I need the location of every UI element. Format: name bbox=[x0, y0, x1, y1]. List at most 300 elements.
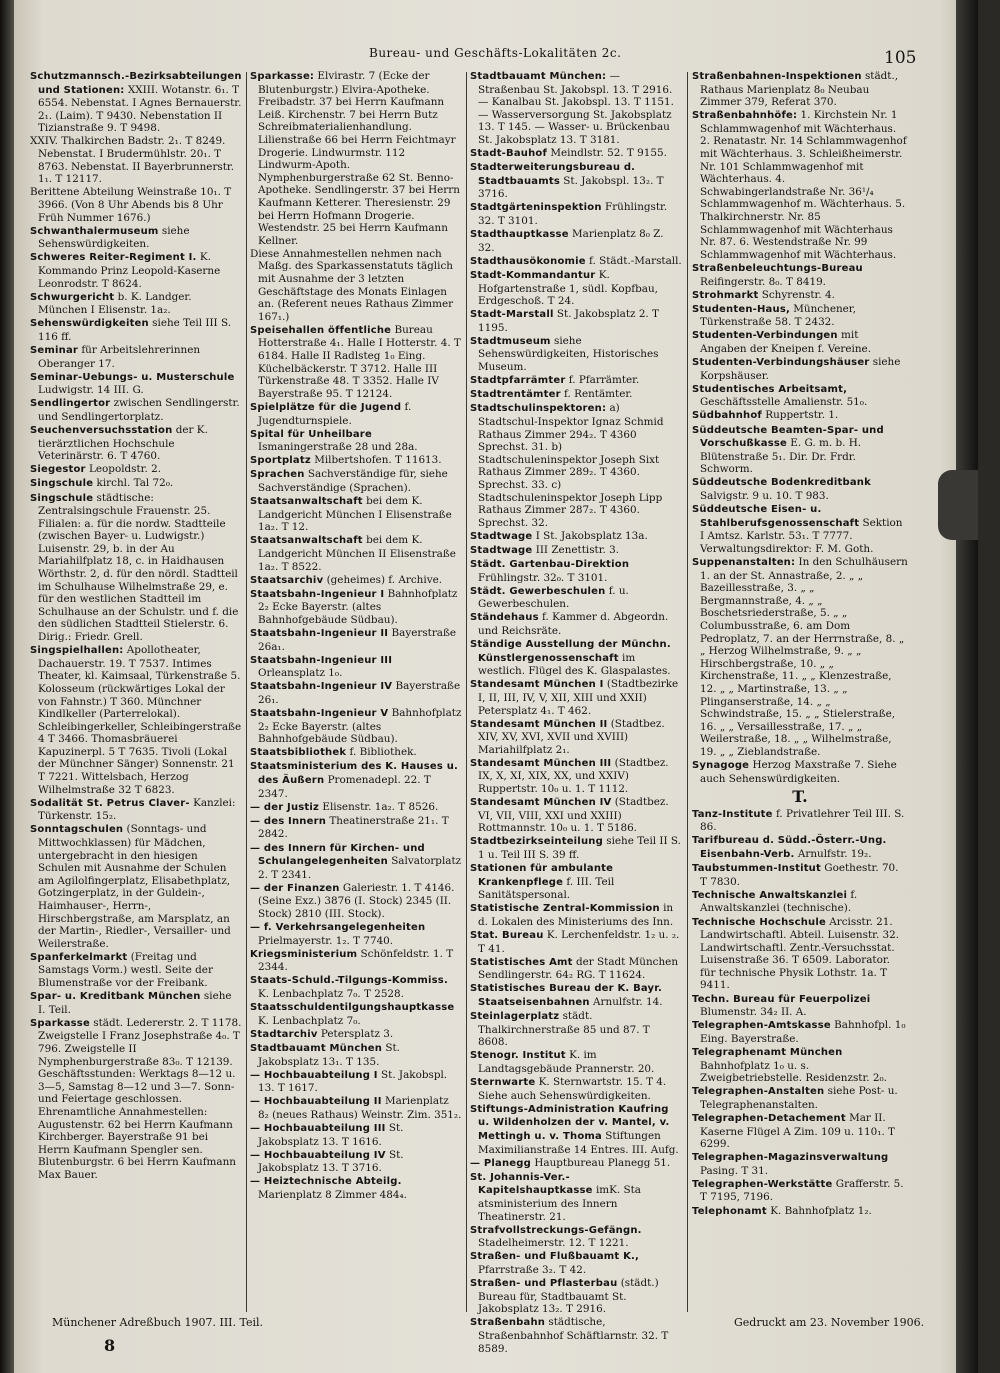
entry-heading: Strohmarkt bbox=[692, 289, 759, 301]
entry-heading: Stadtbauamt München: bbox=[470, 71, 607, 82]
directory-entry bbox=[250, 882, 462, 921]
entry-text: Milbertshofen. T 11613. bbox=[310, 454, 442, 467]
entry-text: Bayerstraße 26a₁. bbox=[258, 627, 457, 653]
directory-entry bbox=[692, 1046, 908, 1085]
directory-entry bbox=[470, 255, 682, 269]
entry-text: Stiftungen Maximilianstraße 14 Entres. III. Aufg. bbox=[478, 1130, 679, 1156]
entry-heading: Schweres Reiter-Regiment I. bbox=[30, 252, 197, 264]
entry-heading: Steinlagerplatz bbox=[470, 1011, 560, 1023]
entry-heading: Singspielhallen: bbox=[30, 645, 124, 657]
directory-entry bbox=[250, 248, 462, 324]
directory-entry bbox=[692, 1085, 908, 1111]
entry-heading: Städt. Gartenbau-Direktion bbox=[470, 558, 630, 570]
entry-heading: Seuchenversuchsstation bbox=[30, 425, 173, 437]
entry-heading: — der Finanzen bbox=[250, 882, 340, 894]
entry-text: f. Jugendturnspiele. bbox=[258, 400, 412, 427]
entry-text: für Arbeitslehrerinnen Oberanger 17. bbox=[38, 343, 201, 370]
entry-text: Theatinerstraße 21₁. T 2842. bbox=[258, 814, 449, 841]
directory-entry bbox=[692, 424, 908, 476]
entry-text: Bahnhofpl. 1₀ Eing. Bayerstraße. bbox=[700, 1019, 906, 1045]
entry-heading: Sehenswürdigkeiten bbox=[30, 318, 149, 330]
entry-heading: Stadtbauamt München bbox=[250, 1042, 383, 1054]
directory-entry bbox=[692, 262, 908, 288]
entry-text: f. u. Gewerbeschulen. bbox=[478, 584, 629, 611]
directory-entry bbox=[470, 929, 682, 955]
entry-heading: Sodalität St. Petrus Claver- bbox=[30, 797, 190, 809]
entry-text: Sachverständige für, siehe Sachverständige (Sprachen). bbox=[258, 468, 448, 494]
directory-entry bbox=[250, 1149, 462, 1175]
entry-text: Marienplatz 8 Zimmer 484₄. bbox=[258, 1188, 407, 1201]
entry-text: Goethestr. 70. T 7830. bbox=[700, 862, 899, 888]
column-3 bbox=[470, 70, 682, 1355]
directory-entry bbox=[470, 147, 682, 161]
entry-heading: Stadtbezirkseinteilung bbox=[470, 836, 603, 848]
directory-entry bbox=[250, 1069, 462, 1095]
directory-entry bbox=[30, 225, 242, 251]
entry-heading: Stadthauptkasse bbox=[470, 229, 569, 241]
entry-heading: Spielplätze für die Jugend bbox=[250, 401, 402, 413]
entry-text: Arcisstr. 21. Landwirtschaftl. Abteil. Luisenstr. 32. Landwirtschaftl. Zentr.-Versuchsstat. Luisenstraße 36. T 6509. Laborator. für technische Physik Lothstr. 1a. T 9411. bbox=[700, 915, 900, 992]
directory-entry bbox=[692, 383, 908, 409]
document-page bbox=[14, 0, 978, 1373]
column-rule bbox=[687, 72, 688, 1312]
entry-text: städtische, Straßenbahnhof Schäftlarnstr. 32. T 8589. bbox=[478, 1316, 669, 1355]
directory-entry bbox=[250, 1095, 462, 1121]
entry-text: Hauptbureau Planegg 51. bbox=[531, 1156, 671, 1169]
entry-heading: Stadt-Kommandantur bbox=[470, 269, 596, 281]
entry-text: K. im Landtagsgebäude Prannerstr. 20. bbox=[478, 1049, 655, 1076]
entry-heading: Süddeutsche Beamten-Spar- und Vorschußkasse bbox=[692, 424, 884, 450]
directory-entry bbox=[30, 251, 242, 290]
entry-heading: Telegraphen-Magazinsverwaltung bbox=[692, 1152, 889, 1164]
entry-text: St. Jakobsplatz 13. T 1616. bbox=[258, 1122, 404, 1148]
entry-text: Galeriestr. 1. T 4146. (Seine Exz.) 3876 (I. Stock) 2345 (II. Stock) 2810 (III. Stock). bbox=[258, 881, 455, 920]
entry-heading: — des Innern bbox=[250, 815, 327, 827]
directory-entry bbox=[692, 993, 908, 1019]
entry-text: Berittene Abteilung Weinstraße 10₁. T 3966. (Von 8 Uhr Abends bis 8 Uhr Früh Nummer 1676.) bbox=[30, 186, 232, 224]
entry-text: (Stadtbezirke I, II, III, IV, V, XII, XIII und XXII) Petersplatz 4₁. T 462. bbox=[478, 678, 679, 717]
entry-text: Bahnhofplatz 2₂ Ecke Bayerstr. (altes Bahnhofgebäude Südbau). bbox=[258, 707, 462, 746]
entry-text: städt. Ledererstr. 2. T 1178. Zweigstelle I Franz Josephstraße 4₀. T 796. Zweigstelle II Nymphenburgerstraße 83₀. T 12139. Geschäftsstunden: Werktags 8—12 u. 3—5, Samstag 8—12 und 3—7. Sonn- und Feiertage geschlossen. Ehrenamtliche Annahmestellen: Augustenstr. 62 bei Herrn Kaufmann Kirchberger. Bayerstraße 91 bei Herrn Kaufmann Spengler sen. Blutenburgstr. 6 bei Herrn Kaufmann Max Bauer. bbox=[38, 1016, 242, 1181]
directory-entry bbox=[470, 1157, 682, 1171]
directory-entry bbox=[470, 862, 682, 902]
entry-text: (Freitag und Samstags Vorm.) westl. Seite der Blumenstraße vor der Freibank. bbox=[38, 950, 213, 990]
directory-entry bbox=[692, 1151, 908, 1177]
entry-heading: Stiftungs-Administration Kaufring u. Wildenholzen der v. Mantel, v. Mettingh u. v. Thoma bbox=[470, 1103, 670, 1142]
directory-entry bbox=[30, 644, 242, 796]
entry-heading: Südbahnhof bbox=[692, 410, 762, 422]
footer-left: Münchener Adreßbuch 1907. III. Teil. bbox=[52, 1316, 264, 1329]
entry-text: St. Jakobsplatz 2. T 1195. bbox=[478, 308, 659, 334]
entry-heading: Stat. Bureau bbox=[470, 930, 544, 942]
entry-heading: — des Innern für Kirchen- und Schulangelegenheiten bbox=[250, 842, 425, 868]
entry-heading: Techn. Bureau für Feuerpolizei bbox=[692, 993, 871, 1005]
entry-text: Orleansplatz 1₀. bbox=[258, 667, 343, 680]
entry-heading: Standesamt München III bbox=[470, 757, 612, 769]
entry-heading: Staatsbahn-Ingenieur V bbox=[250, 708, 389, 720]
entry-heading: — Hochbauabteilung III bbox=[250, 1123, 386, 1134]
directory-entry bbox=[470, 1250, 682, 1276]
entry-text: St. Jakobsplatz 13₁. T 135. bbox=[258, 1041, 400, 1068]
entry-text: Meindlstr. 52. T 9155. bbox=[547, 147, 667, 160]
entry-text: (geheimes) f. Archive. bbox=[323, 573, 443, 586]
entry-text: Marienplatz 8₂ (neues Rathaus) Weinstr. Zim. 351₂. bbox=[258, 1095, 462, 1121]
directory-entry bbox=[692, 1178, 908, 1204]
directory-entry bbox=[692, 1019, 908, 1045]
directory-entry bbox=[692, 109, 908, 261]
entry-heading: Stadtrentämter bbox=[470, 389, 561, 401]
entry-heading: Sternwarte bbox=[470, 1077, 536, 1089]
directory-entry bbox=[30, 186, 242, 224]
directory-entry bbox=[470, 374, 682, 388]
entry-text: K. Lenbachplatz 7₀. bbox=[258, 1014, 361, 1027]
running-title: Bureau- und Geschäfts-Lokalitäten 2c. bbox=[369, 46, 622, 60]
entry-heading: Staats-Schuld.-Tilgungs-Kommiss. bbox=[250, 975, 448, 987]
entry-text: Münchener, Türkenstraße 58. T 2432. bbox=[700, 302, 856, 329]
directory-entry bbox=[30, 477, 242, 491]
entry-heading: St. Johannis-Ver.-Kapitelshauptkasse bbox=[470, 1171, 593, 1197]
directory-entry bbox=[250, 401, 462, 427]
directory-entry bbox=[30, 317, 242, 343]
directory-entry bbox=[692, 329, 908, 355]
entry-heading: Staatsbahn-Ingenieur I bbox=[250, 588, 385, 600]
entry-text: Pfarrstraße 3₂. T 42. bbox=[478, 1263, 587, 1276]
entry-text: bei dem K. Landgericht München II Elisenstraße 1a₂. T 8522. bbox=[258, 534, 456, 573]
entry-heading: Kriegsministerium bbox=[250, 948, 358, 960]
directory-entry bbox=[470, 1076, 682, 1102]
directory-entry bbox=[30, 951, 242, 990]
entry-text: siehe Sehenswürdigkeiten. bbox=[38, 224, 190, 251]
entry-text: Leopoldstr. 2. bbox=[85, 463, 162, 476]
entry-heading: Straßen- und Flußbauamt K., bbox=[470, 1251, 640, 1263]
book-spine bbox=[0, 0, 14, 1373]
directory-entry bbox=[250, 760, 462, 800]
entry-text: Stadelheimerstr. 12. T 1221. bbox=[478, 1237, 629, 1250]
entry-text: (Stadtbez. IX, X, XI, XIX, XX, und XXIV) Ruppertstr. 10₀ u. 1. T 1112. bbox=[478, 756, 669, 796]
entry-heading: Schwurgericht bbox=[30, 291, 115, 303]
entry-text: Marienplatz 8₀ Z. 32. bbox=[478, 228, 664, 254]
entry-text: (Stadtbez. VI, VII, VIII, XXI und XXIII) Rottmannstr. 10₀ u. 1. T 5186. bbox=[478, 796, 669, 835]
directory-entry bbox=[30, 344, 242, 370]
footer-signature: 8 bbox=[104, 1336, 116, 1355]
page-edge-shadow bbox=[956, 0, 978, 1373]
directory-entry bbox=[470, 1049, 682, 1075]
entry-text: der Stadt München Sendlingerstr. 64₂ RG. T 11624. bbox=[478, 955, 679, 982]
entry-text: Apollotheater, Dachauerstr. 19. T 7537. Intimes Theater, kl. Kaimsaal, Türkenstraße 5. Kolosseum (rückwärtiges Lokal der von Fahnstr.) T 360. Münchner Kindlkeller (Parterrelokal). Schleibingerkeller, Schleibingerstraße 4 T 3466. Thomasbräuerei Kapuzinerpl. 5 T 7635. Tivoli (Lokal der Münchner Sänger) Sonnenstr. 21 T 7221. Wittelsbach, Herzog Wilhelmstraße 32 T 6823. bbox=[38, 644, 242, 796]
directory-entry bbox=[470, 982, 682, 1009]
entry-heading: Straßenbahnen-Inspektionen bbox=[692, 71, 862, 82]
entry-text: der K. tierärztlichen Hochschule Veterinärstr. 6. T 4760. bbox=[38, 424, 208, 463]
entry-text: f. Kammer d. Abgeordn. und Reichsräte. bbox=[478, 611, 669, 637]
entry-heading: Staatsbahn-Ingenieur III bbox=[250, 654, 393, 666]
entry-heading: Ständige Ausstellung der Münchn. Künstlergenossenschaft bbox=[470, 639, 671, 664]
directory-entry bbox=[470, 1224, 682, 1250]
directory-entry bbox=[692, 916, 908, 993]
entry-heading: Stadtmuseum bbox=[470, 335, 551, 347]
entry-heading: Technische Hochschule bbox=[692, 916, 826, 928]
entry-heading: Straßenbahnhöfe: bbox=[692, 110, 798, 122]
directory-entry bbox=[470, 388, 682, 402]
directory-entry bbox=[250, 70, 462, 247]
entry-heading: Singschule bbox=[30, 492, 94, 504]
entry-heading: Statistisches Amt bbox=[470, 956, 573, 968]
entry-text: Bayerstraße 26₁. bbox=[258, 680, 461, 706]
entry-text: K. Sternwartstr. 15. T 4. Siehe auch Sehenswürdigkeiten. bbox=[478, 1076, 667, 1102]
entry-text: Diese Annahmestellen nehmen nach Maßg. des Sparkassenstatuts täglich mit Ausnahme der 3 letzten Geschäftstage des Monats Einlagen an. (Referent neues Rathaus Zimmer 167₁.) bbox=[250, 247, 454, 323]
entry-text: I St. Jakobsplatz 13a. bbox=[532, 529, 648, 542]
entry-heading: Staatsbibliothek bbox=[250, 747, 347, 759]
footer-right: Gedruckt am 23. November 1906. bbox=[734, 1316, 925, 1329]
entry-text: Bahnhofplatz 1₀ u. s. Zweigbetriebstelle. Residenzstr. 2₀. bbox=[700, 1059, 887, 1085]
entry-text: bei dem K. Landgericht München I Elisenstraße 1a₂. T 12. bbox=[258, 495, 452, 534]
directory-entry bbox=[250, 815, 462, 841]
entry-heading: Speisehallen öffentliche bbox=[250, 324, 392, 336]
entry-text: Schönfeldstr. 1. T 2344. bbox=[258, 947, 454, 974]
directory-entry bbox=[470, 228, 682, 254]
directory-entry bbox=[250, 680, 462, 706]
directory-entry bbox=[250, 1001, 462, 1027]
entry-text: Ismaningerstraße 28 und 28a. bbox=[258, 441, 418, 454]
entry-heading: Süddeutsche Bodenkreditbank bbox=[692, 477, 871, 489]
entry-text: — Straßenbau St. Jakobspl. 13. T 2916. — Kanalbau St. Jakobspl. 13. T 1151. — Wasserversorgung St. Jakobsplatz 13. T 145. — Wasser- u. Brückenbau St. Jakobsplatz 13. T 3181. bbox=[478, 70, 674, 146]
directory-entry bbox=[250, 1042, 462, 1068]
directory-entry bbox=[470, 335, 682, 374]
entry-heading: Seminar-Uebungs- u. Musterschule bbox=[30, 371, 235, 383]
entry-text: Petersplatz 3. bbox=[317, 1027, 394, 1040]
entry-heading: Telegraphenamt München bbox=[692, 1046, 843, 1058]
entry-heading: Studenten-Haus, bbox=[692, 303, 790, 315]
entry-text: f. Rentämter. bbox=[560, 388, 633, 401]
entry-heading: Siegestor bbox=[30, 464, 86, 476]
directory-entry bbox=[470, 585, 682, 611]
directory-entry bbox=[250, 495, 462, 534]
entry-heading: — Hochbauabteilung I bbox=[250, 1069, 378, 1081]
entry-text: Arnulfstr. 19₂. bbox=[794, 848, 872, 861]
directory-entry bbox=[470, 544, 682, 558]
entry-text: f. Städt.-Marstall. bbox=[585, 254, 682, 267]
entry-heading: Stadtwage bbox=[470, 530, 533, 542]
entry-heading: Telephonamt bbox=[692, 1205, 767, 1217]
directory-entry bbox=[30, 463, 242, 477]
directory-entry bbox=[250, 574, 462, 588]
entry-heading: Stationen für ambulante Krankenpflege bbox=[470, 863, 614, 888]
entry-text: Bahnhofplatz 2₂ Ecke Bayerstr. (altes Bahnhofgebäude Südbau). bbox=[258, 587, 458, 626]
entry-heading: — Hochbauabteilung IV bbox=[250, 1149, 386, 1161]
directory-entry bbox=[250, 921, 462, 947]
entry-text: XXIII. Wotanstr. 6₁. T 6554. Nebenstat. I Agnes Bernauerstr. 2₁. (Laim). T 9430. Nebenstation II Tizianstraße 9. T 9498. bbox=[38, 83, 242, 135]
directory-entry bbox=[692, 1205, 908, 1219]
entry-heading: Ständehaus bbox=[470, 612, 539, 624]
directory-entry bbox=[30, 135, 242, 185]
directory-entry bbox=[470, 1316, 682, 1355]
entry-heading: Statistische Zentral-Kommission bbox=[470, 903, 660, 915]
entry-heading: Sparkasse bbox=[30, 1017, 90, 1029]
entry-text: K. Lerchenfeldstr. 1₂ u. ₂. T 41. bbox=[478, 929, 680, 955]
entry-text: f. Bibliothek. bbox=[346, 746, 417, 759]
entry-heading: Stadterweiterungsbureau d. Stadtbauamts bbox=[470, 162, 636, 187]
entry-text: Reifingerstr. 8₀. T 8419. bbox=[700, 275, 826, 288]
entry-heading: Stadtgärteninspektion bbox=[470, 202, 602, 214]
entry-text: städtische: Zentralsingschule Frauenstr. 25. Filialen: a. für die nordw. Stadtteile (zwischen Bayer- u. Ludwigstr.) Luisenstr. 29, b. in der Au Mariahilfplatz 18, c. in Haidhausen Wörthstr. 2, d. für den nördl. Stadtteil im Schulhause Wilhelmstraße 29, e. für den westlichen Stadtteil im Schulhause an der Schulstr. und f. die den südlichen Stadtteil Stielerstr. 6. Dirig.: Friedr. Grell. bbox=[38, 491, 239, 644]
entry-text: XXIV. Thalkirchen Badstr. 2₁. T 8249. Nebenstat. I Brudermühlstr. 20₁. T 8763. Nebenstat. II Bayerbrunnerstr. 1₁. T 12117. bbox=[30, 135, 235, 186]
entry-heading: Schutzmannsch.-Bezirksabteilungen und Stationen: bbox=[30, 71, 242, 96]
entry-heading: Singschule bbox=[30, 478, 94, 490]
entry-text: Bureau Hotterstraße 4₁. Halle I Hotterstr. 4. T 6184. Halle II Radlsteg 1₀ Eing. Küchelbäckerstr. T 3712. Halle III Türkenstraße 48. T 3352. Halle IV Bayerstraße 95. T 12124. bbox=[258, 323, 461, 400]
directory-entry bbox=[250, 428, 462, 454]
directory-entry bbox=[692, 303, 908, 329]
entry-heading: Stadthausökonomie bbox=[470, 255, 586, 267]
entry-text: 1. Kirchstein Nr. 1 Schlammwagenhof mit Wächterhaus. 2. Renatastr. Nr. 14 Schlammwagenhof mit Wächterhaus. 3. Schleißheimerstr. Nr. 101 Schlammwagenhof mit Wächterhaus. 4. Schwabingerlandstraße Nr. 36¹/₄ Schlammwagenhof m. Wächterhaus. 5. Thalkirchnerstr. Nr. 85 Schlammwagenhof mit Wächterhaus Nr. 87. 6. Westendstraße Nr. 99 Schlammwagenhof mit Wächterhaus. bbox=[700, 109, 907, 261]
entry-text: im westlich. Flügel des K. Glaspalastes. bbox=[478, 651, 671, 678]
directory-entry bbox=[30, 424, 242, 463]
entry-text: (Stadtbez. XIV, XV, XVI, XVII und XVIII) Mariahilfplatz 2₁. bbox=[478, 717, 665, 756]
entry-text: f. Pfarrämter. bbox=[565, 374, 640, 387]
entry-heading: Technische Anwaltskanzlei bbox=[692, 889, 848, 901]
entry-heading: Stadtpfarrämter bbox=[470, 375, 566, 387]
entry-text: Elvirastr. 7 (Ecke der Blutenburgstr.) Elvira-Apotheke. Freibadstr. 37 bei Herrn Kaufmann Leiß. Kirchenstr. 7 bei Herrn Butz Schreibmaterialienhandlung. Lilienstraße 66 bei Herrn Feichtmayr Drogerie. Lindwurmstr. 112 Lindwurm-Apoth. Nymphenburgerstraße 62 St. Benno-Apotheke. Sendlingerstr. 37 bei Herrn Kaufmann Ketterer. Theresienstr. 29 bei Herrn Hofmann Drogerie. Westendstr. 25 bei Herrn Kaufmann Kellner. bbox=[258, 70, 460, 247]
entry-heading: Stadtwage bbox=[470, 544, 533, 556]
directory-entry bbox=[250, 324, 462, 401]
entry-heading: Telegraphen-Detachement bbox=[692, 1112, 846, 1124]
entry-text: Frühlingstr. 32₀. T 3101. bbox=[478, 571, 608, 584]
entry-heading: Staatsbahn-Ingenieur II bbox=[250, 628, 389, 640]
entry-text: mit Angaben der Kneipen f. Vereine. bbox=[700, 329, 871, 355]
entry-heading: Stadt-Marstall bbox=[470, 309, 554, 321]
directory-entry bbox=[470, 201, 682, 227]
directory-entry bbox=[692, 409, 908, 423]
entry-text: siehe Korpshäuser. bbox=[700, 356, 901, 382]
directory-entry bbox=[250, 1122, 462, 1148]
entry-text: Sektion I Amtsz. Karlstr. 53₁. T 7777. Verwaltungsdirektor: F. M. Goth. bbox=[700, 516, 903, 555]
entry-heading: Standesamt München I bbox=[470, 679, 604, 691]
entry-heading: Standesamt München IV bbox=[470, 797, 612, 809]
directory-entry bbox=[250, 1175, 462, 1201]
entry-text: Herzog Maxstraße 7. Siehe auch Sehenswürdigkeiten. bbox=[700, 758, 897, 785]
entry-heading: Studenten-Verbindungen bbox=[692, 330, 838, 342]
entry-heading: Sendlingertor bbox=[30, 398, 111, 410]
directory-entry bbox=[470, 1277, 682, 1316]
directory-entry bbox=[692, 889, 908, 915]
entry-heading: Sparkasse: bbox=[250, 71, 315, 82]
entry-heading: Straßenbeleuchtungs-Bureau bbox=[692, 262, 863, 274]
entry-text: städt., Rathaus Marienplatz 8₀ Neubau Zimmer 379, Referat 370. bbox=[700, 70, 899, 109]
directory-entry bbox=[30, 990, 242, 1016]
directory-entry bbox=[692, 289, 908, 303]
entry-text: Frühlingstr. 32. T 3101. bbox=[478, 201, 668, 228]
directory-entry bbox=[470, 718, 682, 757]
directory-entry bbox=[470, 956, 682, 982]
entry-heading: — Heiztechnische Abteilg. bbox=[250, 1176, 402, 1188]
entry-heading: Staatsministerium des K. Hauses u. des Äußern bbox=[250, 761, 459, 787]
entry-heading: Staatsanwaltschaft bbox=[250, 496, 363, 508]
directory-entry bbox=[250, 1028, 462, 1042]
directory-entry bbox=[30, 371, 242, 397]
entry-text: Elisenstr. 1a₂. T 8526. bbox=[319, 800, 439, 813]
entry-text: K. Kommando Prinz Leopold-Kaserne Leonrodstr. T 8624. bbox=[38, 251, 221, 290]
directory-entry bbox=[30, 1017, 242, 1182]
entry-heading: Statistisches Bureau der K. Bayr. Staatseisenbahnen bbox=[470, 983, 662, 1009]
entry-text: Prielmayerstr. 1₂. T 7740. bbox=[258, 934, 394, 947]
directory-entry bbox=[692, 759, 908, 785]
entry-heading: Sprachen bbox=[250, 469, 305, 481]
entry-heading: Süddeutsche Eisen- u. Stahlberufsgenossenschaft bbox=[692, 504, 860, 529]
entry-text: Arnulfstr. 14. bbox=[589, 996, 663, 1009]
entry-text: In den Schulhäusern 1. an der St. Annastraße, 2. „ „ Bazeillesstraße, 3. „ „ Bergmannstraße, 4. „ „ Boschetsriederstraße, 5. „ „ Columbusstraße, 6. am Dom Pedroplatz, 7. an der Herrnstraße, 8. „ „ Herzog Wilhelmstraße, 9. „ „ Hirschbergstraße, 10. „ „ Kirchenstraße, 11. „ „ Klenzestraße, 12. „ „ Martinstraße, 13. „ „ Plinganserstraße, 14. „ „ Schwindstraße, 15. „ „ Stielerstraße, 16. „ „ Versaillesstraße, 17. „ „ Weilerstraße, 18. „ „ Wilhelmstraße, 19. „ „ Zieblandstraße. bbox=[700, 555, 908, 758]
directory-entry bbox=[692, 70, 908, 109]
entry-heading: Tarifbureau d. Südd.-Österr.-Ung. Eisenbahn-Verb. bbox=[692, 835, 887, 861]
entry-text: imK. Sta atsministerium des Innern Theatinerstr. 21. bbox=[478, 1184, 641, 1223]
directory-entry bbox=[470, 1103, 682, 1156]
directory-entry bbox=[470, 1171, 682, 1223]
directory-entry bbox=[470, 1010, 682, 1049]
entry-heading: Straßenbahn bbox=[470, 1317, 546, 1329]
directory-entry bbox=[692, 476, 908, 502]
entry-heading: Stadtarchiv bbox=[250, 1028, 318, 1040]
directory-entry bbox=[692, 808, 908, 834]
directory-entry bbox=[470, 638, 682, 678]
directory-entry bbox=[30, 397, 242, 423]
entry-heading: Staatsschuldentilgungshauptkasse bbox=[250, 1002, 455, 1014]
directory-entry bbox=[250, 801, 462, 815]
index-tab bbox=[938, 470, 978, 540]
entry-heading: Staatsbahn-Ingenieur IV bbox=[250, 681, 393, 693]
entry-heading: Städt. Gewerbeschulen bbox=[470, 585, 606, 597]
directory-entry bbox=[470, 558, 682, 584]
entry-heading: Spar- u. Kreditbank München bbox=[30, 991, 201, 1003]
directory-entry bbox=[470, 678, 682, 717]
entry-text: III Zenettistr. 3. bbox=[532, 543, 620, 556]
entry-text: zwischen Sendlingerstr. und Sendlingertorplatz. bbox=[38, 397, 240, 423]
directory-entry bbox=[250, 534, 462, 573]
directory-entry bbox=[30, 291, 242, 317]
entry-heading: — Planegg bbox=[470, 1157, 532, 1169]
column-rule bbox=[466, 72, 467, 1312]
entry-text: St. Jakobspl. 13₂. T 3716. bbox=[478, 174, 664, 201]
entry-heading: Studenten-Verbindungshäuser bbox=[692, 357, 870, 369]
directory-entry bbox=[470, 402, 682, 529]
entry-text: siehe Teil III S. 116 ff. bbox=[38, 317, 232, 343]
entry-text: (städt.) Bureau für, Stadtbauamt St. Jakobsplatz 13₂. T 2916. bbox=[478, 1277, 659, 1316]
entry-heading: Synagoge bbox=[692, 759, 750, 771]
entry-text: Blumenstr. 34₂ II. A. bbox=[700, 1006, 807, 1019]
entry-text: siehe I. Teil. bbox=[38, 990, 232, 1016]
entry-heading: Schwanthalermuseum bbox=[30, 225, 159, 237]
section-letter: T. bbox=[792, 787, 808, 807]
entry-text: K. Hofgartenstraße 1, südl. Kopfbau, Erdgeschoß. T 24. bbox=[478, 268, 658, 308]
column-1 bbox=[30, 70, 242, 1320]
directory-entry bbox=[250, 588, 462, 627]
directory-entry bbox=[470, 70, 682, 147]
entry-text: siehe Teil II S. 1 u. Teil III S. 39 ff. bbox=[478, 835, 681, 862]
entry-heading: Stadtschulinspektoren: bbox=[470, 403, 607, 415]
directory-entry bbox=[470, 161, 682, 201]
entry-text: kirchl. Tal 72₀. bbox=[93, 477, 174, 490]
entry-heading: Telegraphen-Amtskasse bbox=[692, 1020, 831, 1032]
column-2 bbox=[250, 70, 462, 1320]
entry-text: siehe Sehenswürdigkeiten, Historisches Museum. bbox=[478, 334, 659, 374]
entry-text: f. III. Teil Sanitätspersonal. bbox=[478, 875, 615, 902]
directory-entry bbox=[692, 834, 908, 861]
directory-entry bbox=[250, 627, 462, 653]
directory-entry bbox=[692, 356, 908, 382]
entry-heading: — Hochbauabteilung II bbox=[250, 1096, 382, 1108]
directory-entry bbox=[30, 492, 242, 644]
directory-entry bbox=[692, 1112, 908, 1151]
directory-entry bbox=[250, 948, 462, 974]
directory-entry bbox=[470, 530, 682, 544]
entry-heading: Spital für Unheilbare bbox=[250, 428, 372, 440]
entry-text: Schyrenstr. 4. bbox=[758, 288, 835, 301]
